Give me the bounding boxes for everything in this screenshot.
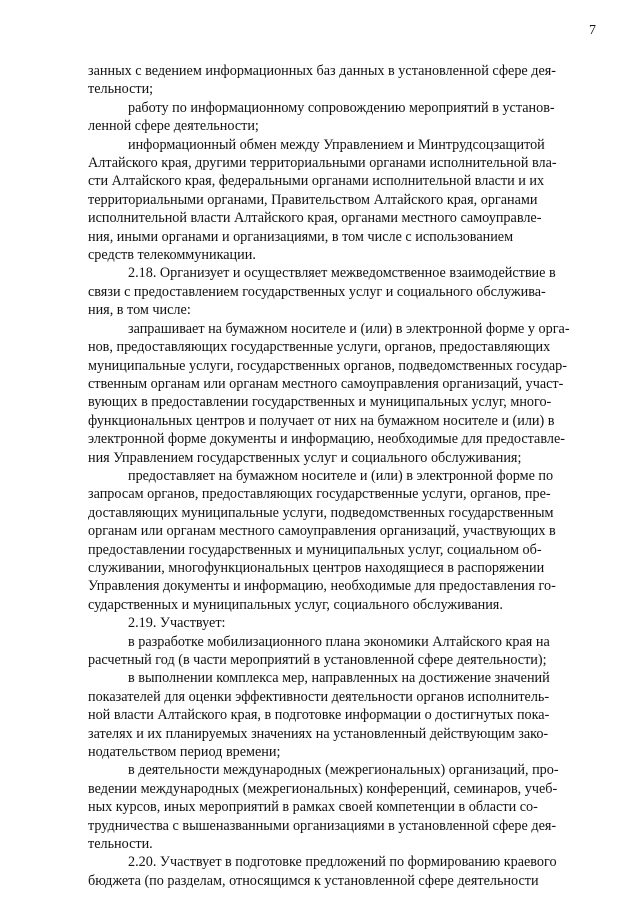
document-body (88, 62, 596, 890)
paragraph: в разработке мобилизационного плана экономики Алтайского края на расчетный год (в части мероприятий в установленной сфере деятельности); (88, 633, 550, 668)
paragraph: в выполнении комплекса мер, направленных на достижение значений показателей для оценки эффективности деятельности органов исполнитель- ной власти Алтайского края, в подготовке информации о достигнутых пока- зателях и их планируемых значениях на установленный действующим зако- нодательством период времени; (88, 670, 550, 761)
paragraph: информационный обмен между Управлением и Минтрудсоцзащитой Алтайского края, другими территориальными органами исполнительной вла- сти Алтайского края, федеральными органами исполнительной власти и их территориальными органами, Правительством Алтайского края, органами исполнительной власти Алтайского края, органами местного самоуправле- ния, иными органами и организациями, в том числе с использованием средств телекоммуникации. (88, 136, 557, 264)
paragraph: запрашивает на бумажном носителе и (или) в электронной форме у орга- нов, предоставляющих государственные услуги, органов, предоставляющих муниципальные услуги, государственных органов, подведомственных государ- ственным органам или органам местного самоуправления организаций, участ- вующих в предоставлении государственных и муниципальных услуг, много- функциональных центров и получает от них на бумажном носителе и (или) в электронной форме документы и информацию, необходимые для предоставле- ния Управлением государственных услуг и социального обслуживания; (88, 320, 570, 466)
section-heading: 2.19. Участвует: (128, 615, 226, 632)
page-number: 7 (589, 23, 596, 38)
paragraph: предоставляет на бумажном носителе и (или) в электронной форме по запросам органов, предоставляющих государственные услуги, органов, пре- доставляющих муниципальные услуги, подведомственных государственным органам или органам местного самоуправления организаций, участвующих в предоставлении государственных и муниципальных услуг, социальном об- служивании, многофункциональных центров находящиеся в распоряжении Управления документы и информацию, необходимые для предоставления го- сударственных и муниципальных услуг, социального обслуживания. (88, 467, 556, 613)
paragraph: 2.18. Организует и осуществляет межведомственное взаимодействие в связи с предоставлением государственных услуг и социального обслужива- ния, в том числе: (88, 265, 556, 319)
paragraph: работу по информационному сопровождению мероприятий в установ- ленной сфере деятельности; (88, 99, 555, 135)
paragraph: 2.20. Участвует в подготовке предложений по формированию краевого бюджета (по разделам, относящимся к установленной сфере деятельности (88, 854, 557, 889)
paragraph: занных с ведением информационных баз данных в установленной сфере дея- тельности; (88, 63, 557, 98)
paragraph: в деятельности международных (межрегиональных) организаций, про- ведении международных (межрегиональных) конференций, семинаров, учеб- ных курсов, иных мероприятий в рамках своей компетенции в области со- трудничества с вышеназванными организациями в установленной сфере дея- тельности. (88, 762, 559, 853)
